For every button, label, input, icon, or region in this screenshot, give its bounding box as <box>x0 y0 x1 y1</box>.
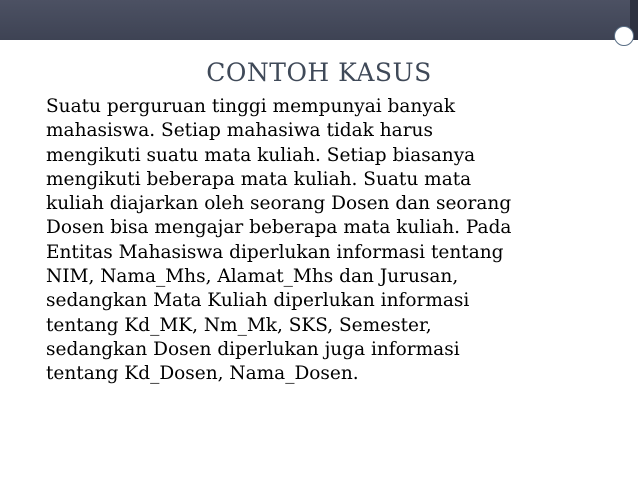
body-line: sedangkan Mata Kuliah diperlukan informasi <box>46 290 470 312</box>
body-line: mahasiswa. Setiap mahasiwa tidak harus <box>46 120 433 142</box>
slide-title: CONTOH KASUS <box>206 58 432 87</box>
body-line: tentang Kd_Dosen, Nama_Dosen. <box>46 363 359 385</box>
body-line: Dosen bisa mengajar beberapa mata kuliah. Pada <box>46 217 512 239</box>
body-line: Entitas Mahasiswa diperlukan informasi tentang <box>46 241 504 263</box>
body-line: kuliah diajarkan oleh seorang Dosen dan seorang <box>46 193 512 215</box>
body-line: mengikuti suatu mata kuliah. Setiap biasanya <box>46 144 476 166</box>
header-divider <box>0 40 638 44</box>
slide-body <box>46 95 616 387</box>
body-line: tentang Kd_MK, Nm_Mk, SKS, Semester, <box>46 314 432 336</box>
body-line: mengikuti beberapa mata kuliah. Suatu mata <box>46 168 472 190</box>
decorative-circle <box>614 26 634 46</box>
body-line: sedangkan Dosen diperlukan juga informasi <box>46 338 460 360</box>
header-bar <box>0 0 638 40</box>
body-line: NIM, Nama_Mhs, Alamat_Mhs dan Jurusan, <box>46 266 459 288</box>
body-line: Suatu perguruan tinggi mempunyai banyak <box>46 96 456 117</box>
